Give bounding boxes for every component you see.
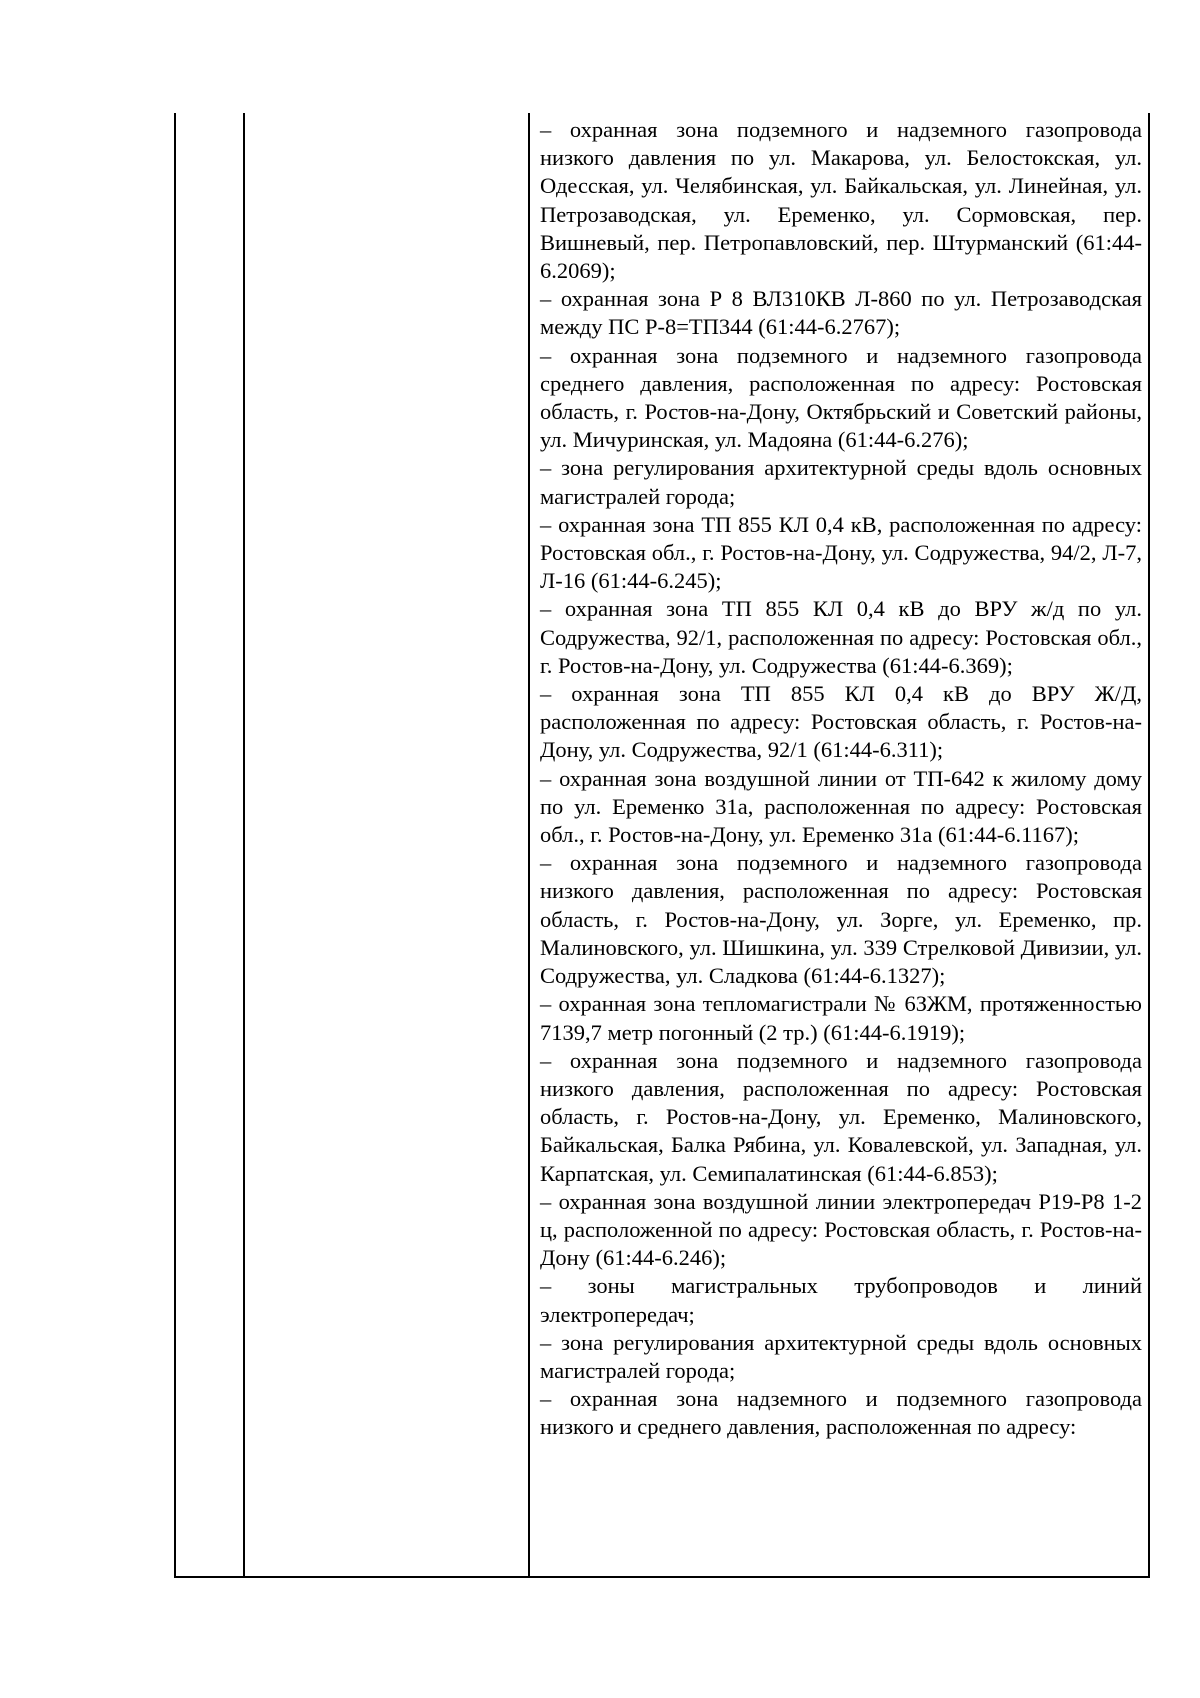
zone-item: – охранная зона подземного и надземного газопровода низкого давления, расположенная по адресу: Ростовская область, г. Ростов-на-Дону, ул. Еременко, Малиновского, Байкальская, Балка Рябина, ул. Ковалевской, ул. Западная, ул. Карпатская, ул. Семипалатинская (61:44-6.853); [540,1047,1142,1186]
zone-item: – охранная зона тепломагистрали № 6ЗЖМ, протяженностью 7139,7 метр погонный (2 тр.) (61:44-6.1919); [540,991,1142,1045]
zone-item: – охранная зона ТП 855 КЛ 0,4 кВ, расположенная по адресу: Ростовская обл., г. Ростов-на-Дону, ул. Содружества, 94/2, Л-7, Л-16 (61:44-6.245); [540,511,1142,594]
zone-item: – охранная зона Р 8 ВЛ310КВ Л-860 по ул. Петрозаводская между ПС Р-8=ТП344 (61:44-6.2767); [540,286,1142,340]
zone-item: – охранная зона подземного и надземного газопровода низкого давления по ул. Макарова, ул. Белостокская, ул. Одесская, ул. Челябинская, ул. Байкальская, ул. Линейная, ул. Петрозаводская, ул. Еременко, ул. Сормовская, пер. Вишневый, пер. Петропавловский, пер. Штурманский (61:44-6.2069); [540,117,1142,284]
table-row [175,113,1149,1577]
number-cell [175,113,244,1577]
zone-item: – зона регулирования архитектурной среды вдоль основных магистралей города; [540,455,1142,509]
zone-item: – зоны магистральных трубопроводов и линий электропередач; [540,1273,1142,1327]
name-cell [244,113,529,1577]
zone-item: – охранная зона подземного и надземного газопровода среднего давления, расположенная по адресу: Ростовская область, г. Ростов-на-Дону, Октябрьский и Советский районы, ул. Мичуринская, ул. Мадояна (61:44-6.276); [540,342,1142,453]
zone-item: – охранная зона надземного и подземного газопровода низкого и среднего давления, расположенная по адресу: [540,1386,1142,1440]
zones-cell [529,113,1149,1577]
zone-item: – охранная зона воздушной линии от ТП-642 к жилому дому по ул. Еременко 31а, расположенная по адресу: Ростовская обл., г. Ростов-на-Дону, ул. Еременко 31а (61:44-6.1167); [540,765,1142,848]
zone-item: – охранная зона подземного и надземного газопровода низкого давления, расположенная по адресу: Ростовская область, г. Ростов-на-Дону, ул. Зорге, ул. Еременко, пр. Малиновского, ул. Шишкина, ул. 339 Стрелковой Дивизии, ул. Содружества, ул. Сладкова (61:44-6.1327); [540,850,1142,989]
zone-item: – охранная зона ТП 855 КЛ 0,4 кВ до ВРУ Ж/Д, расположенная по адресу: Ростовская область, г. Ростов-на-Дону, ул. Содружества, 92/1 (61:44-6.311); [540,681,1142,763]
zone-item: – охранная зона воздушной линии электропередач Р19-Р8 1-2 ц, расположенной по адресу: Ростовская область, г. Ростов-на-Дону (61:44-6.246); [540,1188,1142,1271]
zone-item: – охранная зона ТП 855 КЛ 0,4 кВ до ВРУ ж/д по ул. Содружества, 92/1, расположенная по адресу: Ростовская обл., г. Ростов-на-Дону, ул. Содружества (61:44-6.369); [540,596,1142,678]
zones-table [174,113,1150,1578]
zone-item: – зона регулирования архитектурной среды вдоль основных магистралей города; [540,1329,1142,1383]
